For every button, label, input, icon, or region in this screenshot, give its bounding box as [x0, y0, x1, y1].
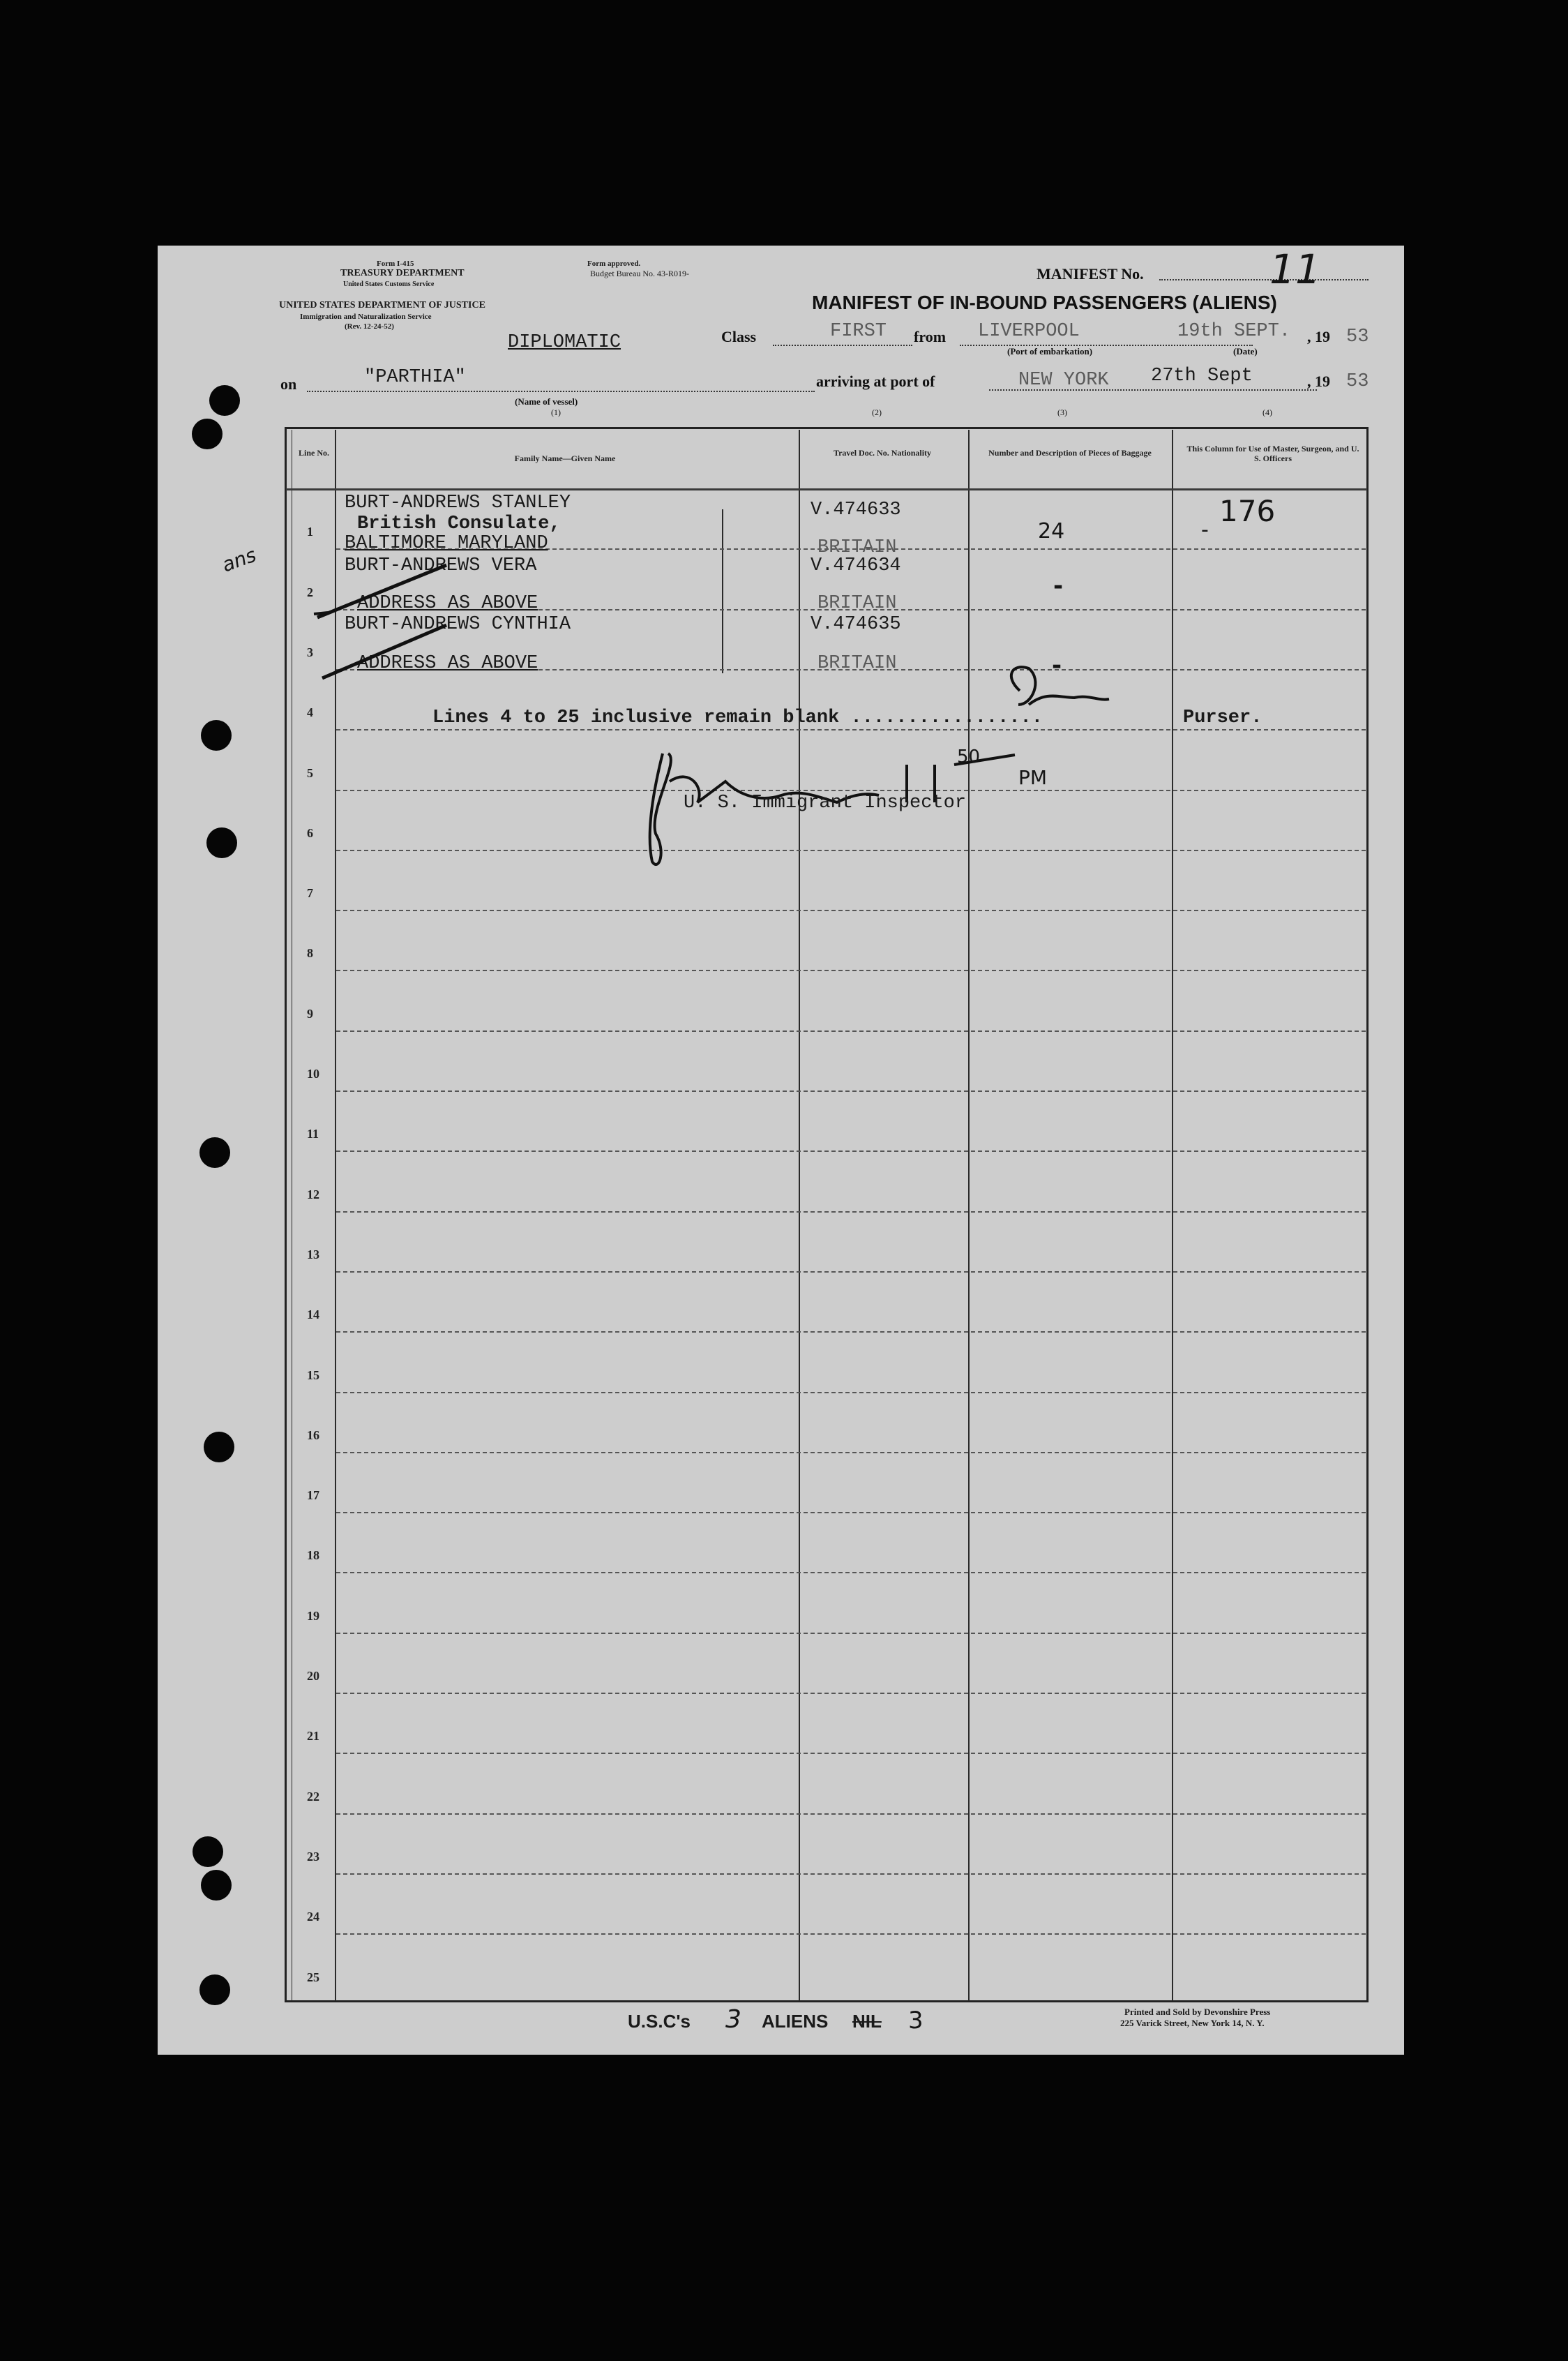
- blank-lines-note: Lines 4 to 25 inclusive remain blank .................: [432, 707, 1043, 728]
- class-label: Class: [721, 328, 757, 345]
- col-header-travel-doc: Travel Doc. No. Nationality: [833, 448, 932, 458]
- line-number: 21: [307, 1729, 319, 1743]
- col-header-baggage: Number and Description of Pieces of Baggage: [988, 448, 1152, 458]
- line-number: 7: [307, 886, 313, 900]
- justice-label: UNITED STATES DEPARTMENT OF JUSTICE: [279, 300, 485, 310]
- summary-prefix: U.S.C's: [628, 2011, 691, 2032]
- treasury-label: TREASURY DEPARTMENT: [340, 268, 465, 278]
- line-number: 9: [307, 1007, 313, 1021]
- arrival-year: 53: [1346, 371, 1369, 392]
- line-number: 10: [307, 1067, 319, 1081]
- line-number: 18: [307, 1548, 319, 1562]
- line-number: 8: [307, 946, 313, 960]
- inspector-label: U. S. Immigrant Inspector: [684, 793, 967, 814]
- port-of-embarkation: LIVERPOOL: [978, 321, 1080, 342]
- printer-line-2: 225 Varick Street, New York 14, N. Y.: [1120, 2018, 1265, 2028]
- vessel-name: "PARTHIA": [364, 367, 466, 388]
- line-number: 19: [307, 1609, 319, 1623]
- form-number: Form I-415: [377, 260, 414, 268]
- summary-aliens: ALIENS: [762, 2011, 829, 2032]
- passenger-2-address: ADDRESS AS ABOVE: [357, 593, 538, 614]
- vessel-caption: (Name of vessel): [515, 396, 578, 407]
- line-number: 14: [307, 1307, 319, 1321]
- line-number: 25: [307, 1970, 319, 1984]
- col-header-officers: This Column for Use of Master, Surgeon, and U. S. Officers: [1186, 444, 1359, 463]
- line-number: 22: [307, 1790, 319, 1804]
- col-num-4: (4): [1262, 407, 1272, 417]
- arriving-label: arriving at port of: [816, 373, 935, 390]
- port-embarkation-caption: (Port of embarkation): [1007, 346, 1093, 357]
- summary-struck-count: 3: [725, 2005, 741, 2034]
- passenger-3-address: ADDRESS AS ABOVE: [357, 653, 538, 674]
- passenger-3-doc: V.474635: [811, 614, 901, 635]
- passenger-2-doc: V.474634: [811, 555, 901, 576]
- on-label: on: [280, 375, 297, 393]
- inspector-time-minutes: 50: [957, 747, 981, 767]
- line-number: 1: [307, 525, 313, 539]
- col-header-line-no: Line No.: [298, 448, 329, 458]
- passenger-2-baggage: -: [1053, 572, 1064, 600]
- summary-nil: NIL: [852, 2011, 882, 2032]
- line-number: 4: [307, 705, 313, 719]
- margin-note: ans: [218, 543, 259, 577]
- line-number: 13: [307, 1247, 319, 1261]
- inspector-pm: PM: [1018, 766, 1048, 789]
- line-number: 12: [307, 1187, 319, 1201]
- arrival-port: NEW YORK: [1018, 370, 1109, 391]
- revision-label: (Rev. 12-24-52): [345, 322, 394, 331]
- embark-date: 19th SEPT.: [1177, 321, 1291, 342]
- inspector-time: [904, 755, 945, 793]
- line-number: 24: [307, 1910, 319, 1924]
- embark-year: 53: [1346, 327, 1369, 347]
- line-number: 17: [307, 1488, 319, 1502]
- passenger-2-name: BURT-ANDREWS VERA: [345, 555, 537, 576]
- passenger-1-baggage: 24: [1038, 519, 1065, 544]
- passenger-3-nationality: BRITAIN: [817, 653, 897, 674]
- line-number: 15: [307, 1368, 319, 1382]
- line-number: 3: [307, 645, 313, 659]
- passenger-1-officer-number: 176: [1219, 494, 1276, 528]
- passenger-1-name: BURT-ANDREWS STANLEY: [345, 493, 571, 514]
- year-prefix-2: , 19: [1307, 373, 1330, 390]
- officer-dash: -: [1201, 518, 1209, 542]
- line-number: 5: [307, 766, 313, 780]
- manifest-title: MANIFEST OF IN-BOUND PASSENGERS (ALIENS): [812, 292, 1277, 313]
- from-label: from: [914, 328, 947, 345]
- diplomatic-label: DIPLOMATIC: [508, 332, 621, 353]
- col-num-2: (2): [872, 407, 882, 417]
- col-num-1: (1): [551, 407, 561, 417]
- passenger-2-nationality: BRITAIN: [817, 593, 897, 614]
- passenger-3-baggage: -: [1052, 652, 1062, 680]
- class-value: FIRST: [830, 321, 887, 342]
- col-header-name: Family Name—Given Name: [514, 454, 616, 463]
- line-number: 20: [307, 1669, 319, 1683]
- line-number: 2: [307, 585, 313, 599]
- customs-label: United States Customs Service: [343, 280, 435, 288]
- arrival-date: 27th Sept: [1151, 366, 1253, 387]
- passenger-1-address: British Consulate,: [357, 514, 561, 534]
- passenger-1-nationality: BRITAIN: [817, 537, 897, 558]
- summary-count: 3: [908, 2007, 924, 2034]
- line-number: 23: [307, 1850, 319, 1864]
- year-prefix: , 19: [1307, 328, 1330, 345]
- line-number: 6: [307, 826, 313, 840]
- printer-line-1: Printed and Sold by Devonshire Press: [1124, 2007, 1271, 2017]
- budget-number: Budget Bureau No. 43-R019-: [590, 269, 689, 278]
- date-caption: (Date): [1233, 346, 1258, 357]
- passenger-1-address-2: BALTIMORE MARYLAND: [345, 533, 548, 554]
- ins-label: Immigration and Naturalization Service: [300, 313, 432, 321]
- passenger-1-doc: V.474633: [811, 500, 901, 520]
- line-number: 16: [307, 1428, 319, 1442]
- line-number: 11: [307, 1127, 319, 1141]
- purser-label: Purser.: [1183, 707, 1262, 728]
- form-approved: Form approved.: [587, 260, 641, 268]
- passenger-3-name: BURT-ANDREWS CYNTHIA: [345, 614, 571, 635]
- manifest-no-label: MANIFEST No.: [1036, 265, 1144, 283]
- col-num-3: (3): [1057, 407, 1067, 417]
- manifest-no-value: 11: [1269, 246, 1321, 293]
